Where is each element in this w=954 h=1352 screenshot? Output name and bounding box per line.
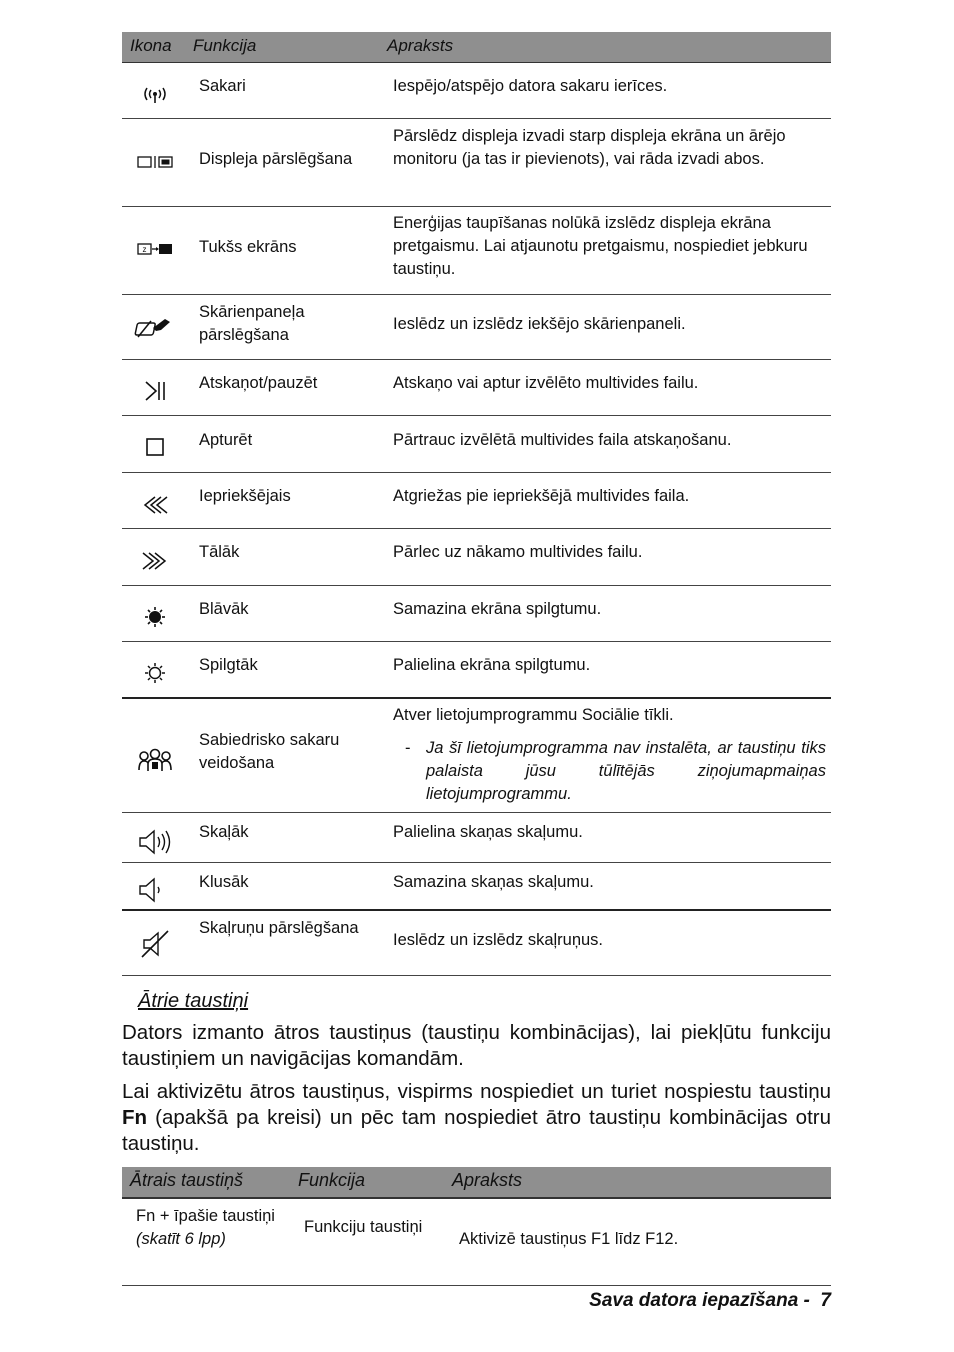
table-header [122,32,831,63]
previous-icon [135,490,175,520]
table-row [122,699,831,813]
hotkey-text: Fn + īpašie taustiņi [136,1207,275,1225]
display-toggle-icon [135,147,175,177]
function-label: Tukšs ekrāns [199,238,297,256]
paragraph-2-end: (apakšā pa kreisi) un pēc tam nospiediet ātro taustiņu kombinācijas otru taustiņu. [122,1106,831,1155]
description-text: Palielina skaņas skaļumu. [393,823,583,841]
function-label: Iepriekšējais [199,487,291,505]
function-label: Spilgtāk [199,656,258,674]
table-row [122,863,831,911]
table-row [122,63,831,119]
brightness-down-icon [135,602,175,632]
table-row [122,642,831,699]
wireless-icon [135,80,175,110]
table-row [122,529,831,586]
function-label: Klusāk [199,873,249,891]
header-icon: Ikona [130,36,172,55]
table-row [122,813,831,863]
paragraph-2 [122,1079,831,1157]
volume-down-icon [135,875,175,905]
hotkey-table-header [122,1167,831,1199]
description-text: Pārslēdz displeja izvadi starp displeja ekrāna un ārējo monitoru (ja tas ir pievienots), vai rāda izvadi abos. [393,127,786,168]
description-text: Ieslēdz un izslēdz skaļruņus. [393,931,604,949]
speaker-mute-icon [135,929,175,959]
description-text: Atver lietojumprogrammu Sociālie tīkli. [393,706,674,724]
paragraph-2-start: Lai aktivizētu ātros taustiņus, vispirms nospiediet un turiet nospiestu taustiņu [122,1080,831,1103]
table-row [122,360,831,416]
description-text: Samazina skaņas skaļumu. [393,873,594,891]
play-pause-icon [135,376,175,406]
svg-text:z: z [142,245,147,254]
stop-icon [135,432,175,462]
description-text: Enerģijas taupīšanas nolūkā izslēdz displeja ekrāna pretgaismu. Lai atjaunotu pretgaismu, nospiediet jebkuru taustiņu. [393,214,808,278]
description-text: Palielina ekrāna spilgtumu. [393,656,591,674]
page-footer: Sava datora iepazīšana - 7 [589,1290,831,1311]
function-cell: Funkciju taustiņi [304,1218,423,1236]
hotkey-reference: (skatīt 6 lpp) [136,1230,226,1248]
description-text: Samazina ekrāna spilgtumu. [393,600,602,618]
volume-up-icon [135,827,175,857]
description-cell: Aktivizē taustiņus F1 līdz F12. [459,1230,679,1248]
function-label: Apturēt [199,431,253,449]
fn-key-bold: Fn [122,1106,148,1129]
description-text: Atgriežas pie iepriekšējā multivides faila. [393,487,690,505]
touchpad-toggle-icon [135,312,175,342]
function-label: Atskaņot/pauzēt [199,374,318,392]
table-row [122,911,831,976]
function-label: Sabiedrisko sakaru veidošana [199,731,340,772]
table-row [122,207,831,295]
table-row [122,119,831,207]
paragraph-1: Dators izmanto ātros taustiņus (taustiņu kombinācijas), lai piekļūtu funkciju taustiņiem un navigācijas komandām. [122,1021,831,1070]
table-row [122,295,831,360]
header-function: Funkcija [193,36,257,55]
description-text: Iespējo/atspējo datora sakaru ierīces. [393,77,668,95]
table-row [122,416,831,473]
function-label: Skaļāk [199,823,249,841]
blank-screen-icon [135,234,175,264]
header-description: Apraksts [452,1170,523,1190]
description-text: Pārtrauc izvēlētā multivides faila atskaņošanu. [393,431,732,449]
function-label: Sakari [199,77,246,95]
function-label: Tālāk [199,543,240,561]
description-text: Atskaņo vai aptur izvēlēto multivides failu. [393,374,699,392]
function-key-table [122,32,831,977]
next-icon [135,546,175,576]
note-dash: - [405,739,411,757]
header-hotkey: Ātrais taustiņš [130,1170,244,1190]
function-label: Skaļruņu pārslēgšana [199,919,359,937]
table-row [122,586,831,642]
description-text: Pārlec uz nākamo multivides failu. [393,543,643,561]
function-label: Skārienpaneļa pārslēgšana [199,303,305,344]
function-label: Displeja pārslēgšana [199,150,353,168]
note-text: Ja šī lietojumprogramma nav instalēta, ar taustiņu tiks palaista jūsu tūlītējās ziņojumapmaiņas lietojumprogrammu. [426,739,826,803]
table-row [122,473,831,529]
header-description: Apraksts [387,36,454,55]
header-function: Funkcija [298,1170,366,1190]
function-label: Blāvāk [199,600,249,618]
social-networking-icon [135,745,175,775]
hotkey-cell [136,1205,276,1251]
table-row [122,1199,831,1286]
brightness-up-icon [135,658,175,688]
description-text: Ieslēdz un izslēdz iekšējo skārienpaneli. [393,315,686,333]
section-title: Ātrie taustiņi [138,990,249,1012]
